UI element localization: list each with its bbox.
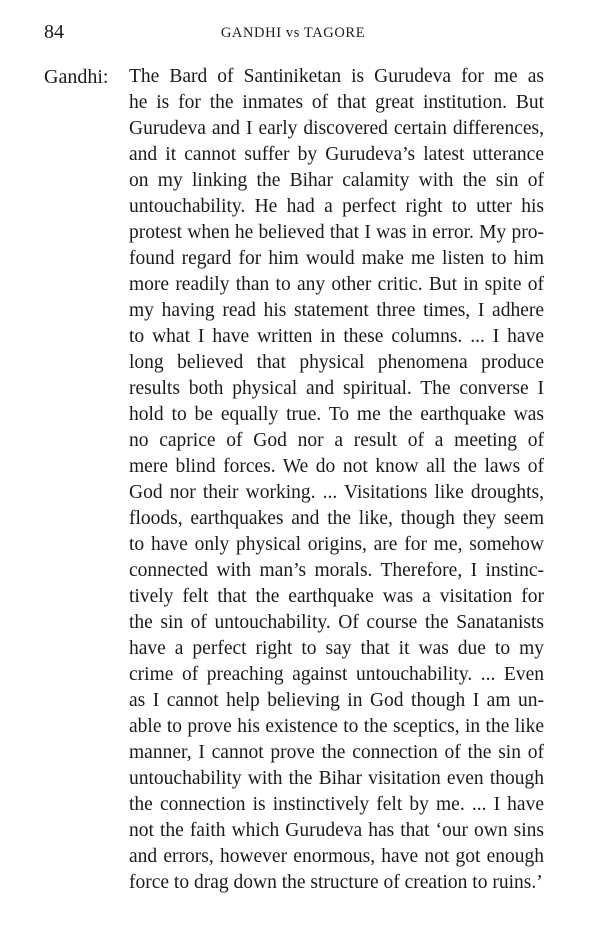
text-line: the connection is instinctively felt by me. ... I have <box>129 794 544 815</box>
text-line: God nor their working. ... Visitations like droughts, <box>129 482 544 503</box>
text-line: on my linking the Bihar calamity with the sin of <box>129 170 544 191</box>
page-header <box>44 20 542 44</box>
text-line: my having read his statement three times, I adhere <box>129 300 544 321</box>
text-line: The Bard of Santiniketan is Gurudeva for me as <box>129 66 544 87</box>
text-line: not the faith which Gurudeva has that ‘our own sins <box>129 820 544 841</box>
text-line: no caprice of God nor a result of a meeting of <box>129 430 544 451</box>
text-line: have a perfect right to say that it was due to my <box>129 638 544 659</box>
text-line: hold to be equally true. To me the earthquake was <box>129 404 544 425</box>
text-line: force to drag down the structure of creation to ruins.’ <box>129 872 543 893</box>
text-line: able to prove his existence to the sceptics, in the like <box>129 716 544 737</box>
text-line: connected with man’s morals. Therefore, I instinc- <box>129 560 544 581</box>
text-line: he is for the inmates of that great institution. But <box>129 92 544 113</box>
text-line: the sin of untouchability. Of course the Sanatanists <box>129 612 544 633</box>
quote-body <box>129 64 544 896</box>
text-line: to have only physical origins, are for me, somehow <box>129 534 544 555</box>
text-line: untouchability. He had a perfect right to utter his <box>129 196 544 217</box>
text-line: crime of preaching against untouchability. ... Even <box>129 664 544 685</box>
text-line: untouchability with the Bihar visitation even though <box>129 768 544 789</box>
running-head: GANDHI vs TAGORE <box>220 25 366 41</box>
text-line: long believed that physical phenomena produce <box>129 352 544 373</box>
text-line: mere blind forces. We do not know all the laws of <box>129 456 544 477</box>
text-line: more readily than to any other critic. But in spite of <box>129 274 544 295</box>
text-line: found regard for him would make me listen to him <box>129 248 544 269</box>
text-line: Gurudeva and I early discovered certain differences, <box>129 118 544 139</box>
page-number: 84 <box>44 21 64 43</box>
text-line: floods, earthquakes and the like, though they seem <box>129 508 544 529</box>
text-line: results both physical and spiritual. The converse I <box>129 378 544 399</box>
text-line: and errors, however enormous, have not got enough <box>129 846 544 867</box>
text-line: protest when he believed that I was in error. My pro- <box>129 222 544 243</box>
text-line: tively felt that the earthquake was a visitation for <box>129 586 544 607</box>
text-line: to what I have written in these columns. ... I have <box>129 326 544 347</box>
speaker-label: Gandhi: <box>44 66 109 88</box>
text-line: and it cannot suffer by Gurudeva’s latest utterance <box>129 144 544 165</box>
text-line: as I cannot help believing in God though I am un- <box>129 690 544 711</box>
text-line: manner, I cannot prove the connection of the sin of <box>129 742 544 763</box>
